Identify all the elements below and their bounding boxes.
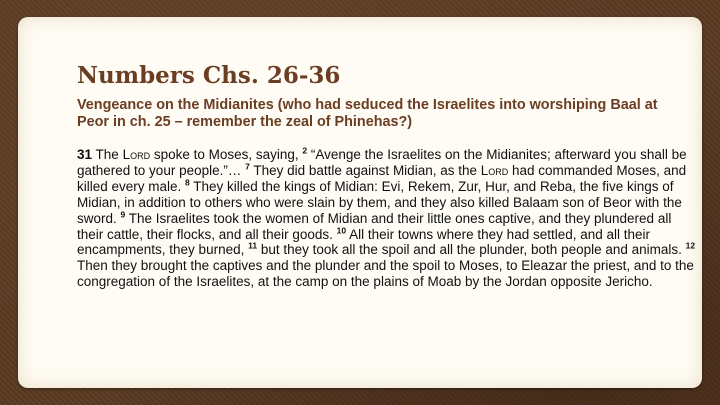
verse-number: 7 bbox=[245, 161, 250, 172]
verse-number: 9 bbox=[120, 209, 126, 220]
verse-number: 8 bbox=[185, 177, 190, 188]
verse-number: 11 bbox=[248, 240, 258, 251]
passage-text: spoke to Moses, saying, bbox=[150, 147, 303, 162]
verse-number: 12 bbox=[685, 240, 696, 251]
chapter-number: 31 bbox=[77, 147, 93, 162]
passage-text: had commanded Moses, and killed every male. bbox=[77, 162, 687, 194]
scripture-passage bbox=[77, 147, 701, 290]
passage-text: Then they brought the captives and the plunder and the spoil to Moses, to Eleazar the priest, and to the congregation of the Israelites, at the camp on the plains of Moab by the Jordan opposite Jericho. bbox=[77, 258, 694, 290]
passage-text: They killed the kings of Midian: Evi, Rekem, Zur, Hur, and Reba, the five kings of Midian, in addition to others who were slain by them, and they also killed Balaam son of Beor with the sword. bbox=[77, 178, 682, 226]
passage-text: but they took all the spoil and all the plunder, both people and animals. bbox=[257, 242, 686, 258]
passage-text: The bbox=[92, 147, 123, 162]
lord-small-caps: Lord bbox=[122, 147, 151, 162]
passage-text: They did battle against Midian, as the bbox=[249, 162, 481, 178]
passage-text: “Avenge the Israelites on the Midianites; afterward you shall be gathered to your people.”… bbox=[77, 147, 687, 178]
verse-number: 10 bbox=[336, 225, 347, 236]
slide-title: Numbers Chs. 26-36 bbox=[77, 62, 341, 89]
passage-text: The Israelites took the women of Midian and their little ones captive, and they plundered all their cattle, their flocks, and all their goods. bbox=[77, 210, 672, 242]
slide-panel bbox=[18, 17, 702, 388]
slide-subtitle: Vengeance on the Midianites (who had seduced the Israelites into worshiping Baal at Peor in ch. 25 – remember the zeal of Phinehas?) bbox=[77, 97, 658, 130]
lord-small-caps: Lord bbox=[480, 162, 509, 178]
verse-number: 2 bbox=[302, 145, 308, 156]
passage-text: All their towns where they had settled, and all their encampments, they burned, bbox=[77, 226, 651, 258]
